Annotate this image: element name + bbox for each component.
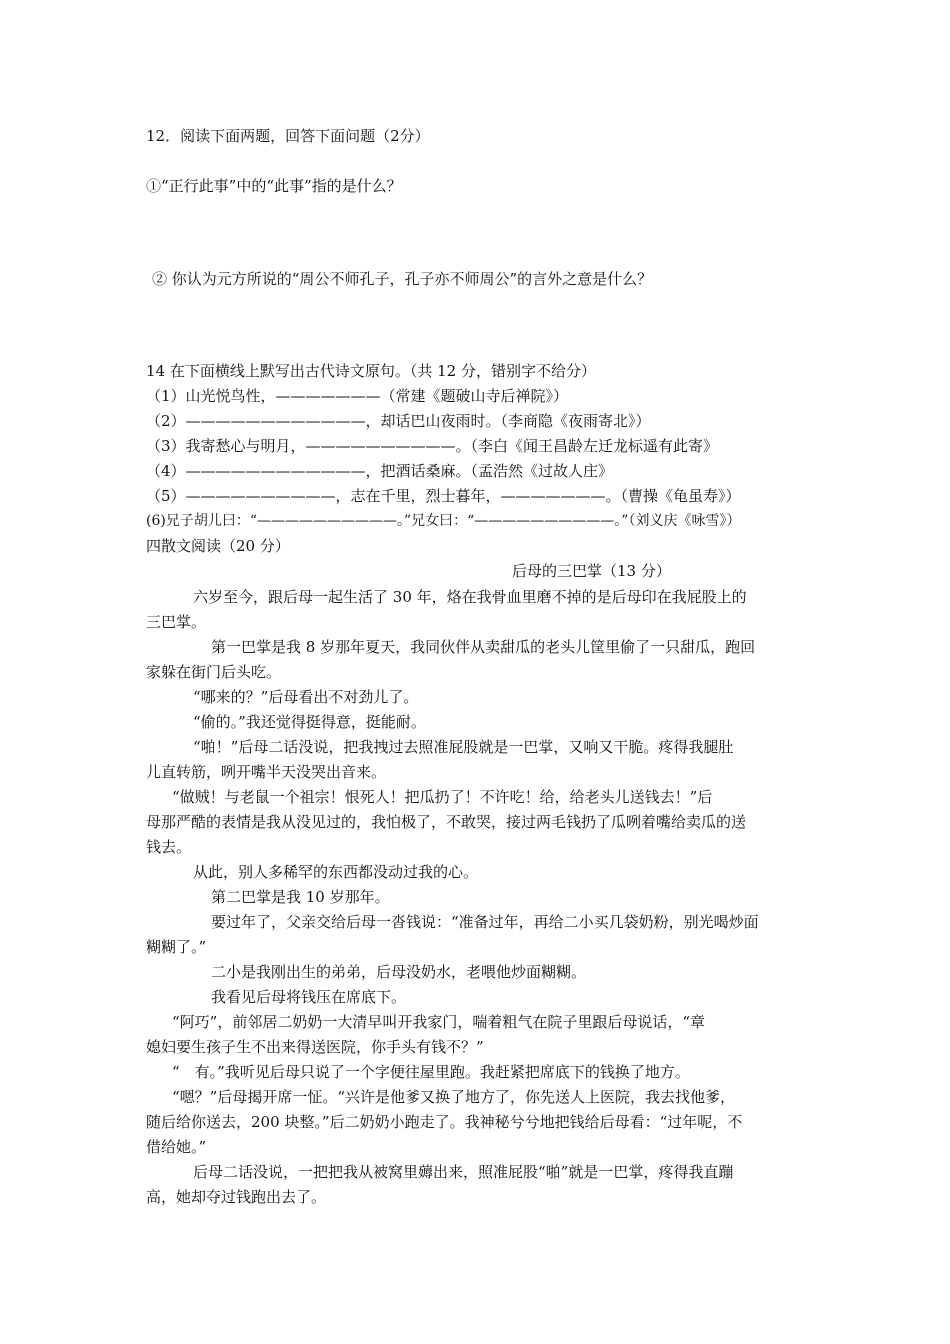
essay-line: 母那严酷的表情是我从没见过的，我怕极了，不敢哭，接过两毛钱扔了瓜咧着嘴给卖瓜的送	[146, 813, 747, 831]
essay-line: 六岁至今，跟后母一起生活了 30 年，烙在我骨血里磨不掉的是后母印在我屁股上的	[193, 588, 747, 606]
essay-title: 后母的三巴掌（13 分）	[512, 562, 671, 580]
poem-item-1: （1）山光悦鸟性，———————（常建《题破山寺后禅院》）	[146, 387, 569, 405]
essay-line: “阿巧”，前邻居二奶奶一大清早叫开我家门，喘着粗气在院子里跟后母说话，“章	[172, 1013, 706, 1031]
essay-line: “哪来的？”后母看出不对劲儿了。	[193, 688, 419, 706]
poem-item-5: （5）——————————，志在千里，烈士暮年，———————。（曹操《龟虽寿》）	[146, 487, 741, 505]
essay-line: 糊糊了。”	[146, 938, 207, 956]
essay-line: “嗯？”后母揭开席一怔。“兴许是他爹又换了地方了，你先送人上医院，我去找他爹，	[172, 1088, 736, 1106]
essay-line: 媳妇要生孩子生不出来得送医院，你手头有钱不？”	[146, 1038, 484, 1056]
essay-line: 随后给你送去，200 块整。”后二奶奶小跑走了。我神秘兮兮地把钱给后母看：“过年呢，不	[146, 1113, 743, 1131]
essay-line: 借给她。”	[146, 1138, 207, 1156]
essay-line: 高，她却夺过钱跑出去了。	[146, 1188, 327, 1206]
essay-line: 儿直转筋，咧开嘴半天没哭出音来。	[146, 763, 387, 781]
section-4-header: 四散文阅读（20 分）	[146, 537, 290, 555]
question-12-sub1: ①“正行此事”中的“此事”指的是什么？	[146, 177, 402, 195]
essay-line: 家躲在街门后头吃。	[146, 663, 282, 681]
essay-line: 第二巴掌是我 10 岁那年。	[211, 888, 390, 906]
poem-item-4: （4）————————————，把酒话桑麻。（孟浩然《过故人庄》	[146, 462, 614, 480]
question-14-header: 14 在下面横线上默写出古代诗文原句。（共 12 分，错别字不给分）	[146, 362, 596, 380]
essay-line: 三巴掌。	[146, 613, 207, 631]
essay-line: 要过年了，父亲交给后母一沓钱说：“准备过年，再给二小买几袋奶粉，别光喝炒面	[211, 913, 759, 931]
essay-line: 二小是我刚出生的弟弟，后母没奶水，老喂他炒面糊糊。	[211, 963, 587, 981]
essay-line: 钱去。	[146, 838, 192, 856]
poem-item-6: (6)兄子胡儿曰：“——————————。”兄女曰：“——————————。”（刘义庆《咏雪》）	[146, 513, 741, 529]
question-12-header: 12．阅读下面两题，回答下面问题（2分）	[146, 127, 430, 145]
essay-line: 从此，别人多稀罕的东西都没动过我的心。	[193, 863, 479, 881]
essay-line: “做贼！与老鼠一个祖宗！恨死人！把瓜扔了！不许吃！给，给老头儿送钱去！”后	[172, 788, 713, 806]
essay-line: 我看见后母将钱压在席底下。	[211, 988, 407, 1006]
essay-line: 后母二话没说，一把把我从被窝里薅出来，照准屁股“啪”就是一巴掌，疼得我直蹦	[193, 1163, 734, 1181]
essay-line: “偷的。”我还觉得挺得意，挺能耐。	[193, 713, 426, 731]
poem-item-2: （2）————————————，却话巴山夜雨时。（李商隐《夜雨寄北》）	[146, 412, 651, 430]
poem-item-3: （3）我寄愁心与明月，——————————。（李白《闻王昌龄左迁龙标遥有此寄》	[146, 437, 719, 455]
essay-line: “ 有。”我听见后母只说了一个字便往屋里跑。我赶紧把席底下的钱换了地方。	[172, 1063, 690, 1081]
essay-line: 第一巴掌是我 8 岁那年夏天，我同伙伴从卖甜瓜的老头儿筐里偷了一只甜瓜，跑回	[211, 638, 756, 656]
essay-line: “啪！”后母二话没说，把我拽过去照准屁股就是一巴掌，又响又干脆。疼得我腿肚	[193, 738, 734, 756]
question-12-sub2: ② 你认为元方所说的“周公不师孔子，孔子亦不师周公”的言外之意是什么？	[152, 270, 653, 288]
